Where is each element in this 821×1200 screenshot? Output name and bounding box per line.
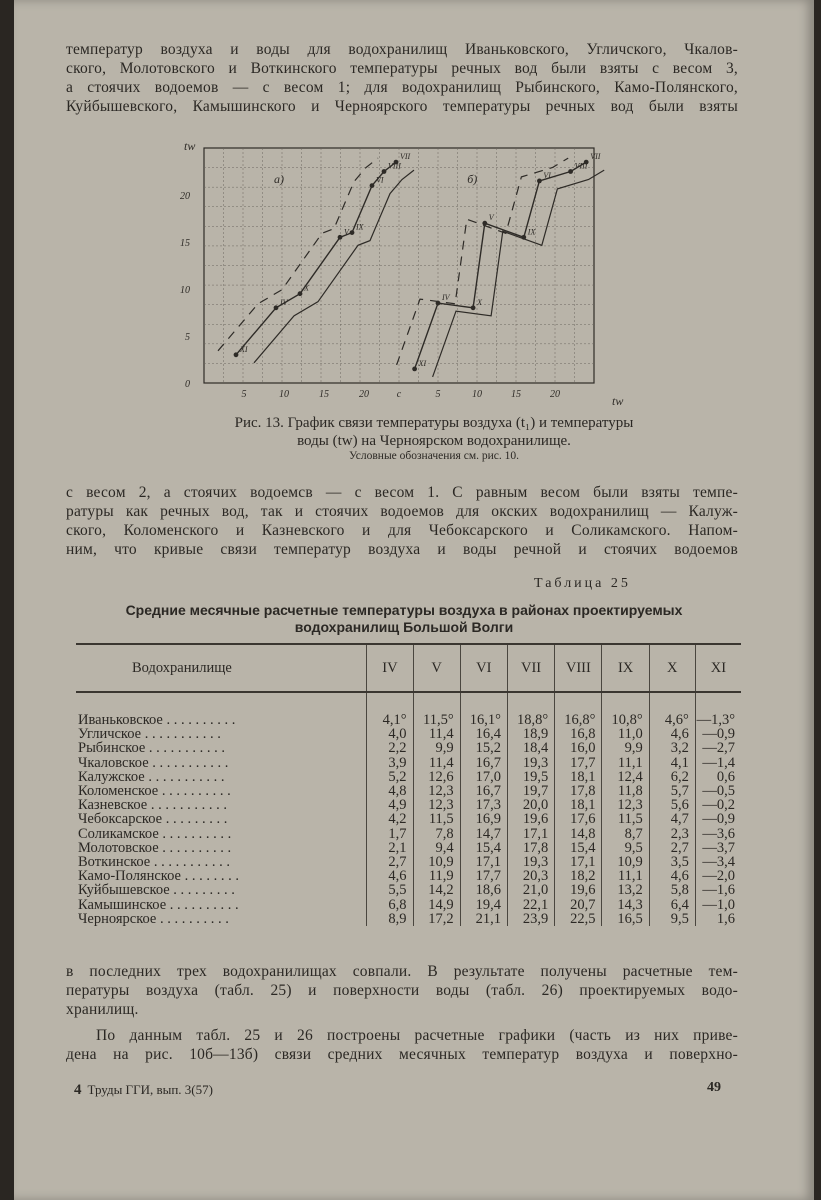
- publication-title: Труды ГГИ, вып. 3(57): [87, 1082, 213, 1097]
- panel-b-point-label-XI: XI: [418, 358, 427, 368]
- temperature-cell: 4,1: [649, 756, 695, 770]
- chart-curves: [218, 158, 604, 377]
- panel-a-x-tick-label: 20: [359, 389, 369, 400]
- y-tick-label: 10: [180, 285, 190, 296]
- table-row: [76, 770, 741, 784]
- spacer-cell: [413, 692, 460, 713]
- temperature-cell: —2,0: [695, 869, 741, 883]
- paragraph-mid: [66, 483, 738, 559]
- text-line: ратуры как речных вод, так и стоячих водоемов для окских водохранилищ — Калуж-: [66, 503, 738, 520]
- text-line: ского, Молотовского и Воткинского температуры речных вод были взяты с весом 3,: [66, 60, 738, 77]
- table-row: [76, 898, 741, 912]
- temperature-cell: 12,4: [602, 770, 649, 784]
- table-title-line1: Средние месячные расчетные температуры воздуха в районах проектируемых: [125, 602, 683, 618]
- text-line: ского, Коломенского и Казневского и для Чебоксарского и Соликамского. Напом-: [66, 522, 738, 539]
- table-title-line2: водохранилищ Большой Волги: [294, 619, 514, 635]
- temperature-cell: 4,6°: [649, 713, 695, 727]
- text-line: дена на рис. 10б—13б) связи средних месячных температур воздуха и поверхно-: [66, 1046, 738, 1063]
- panel-b-x-tick-label: 10: [472, 389, 482, 400]
- temperature-cell: 17,0: [460, 770, 507, 784]
- panel-a-point-label-VII: VII: [400, 152, 411, 162]
- temperature-cell: 5,7: [649, 784, 695, 798]
- panel-a-point-VIII: [382, 169, 387, 174]
- temperature-cell: 19,6: [507, 812, 554, 826]
- text-line: а стоячих водоемов — с весом 1; для водохранилищ Рыбинского, Камо-Полянского,: [66, 79, 738, 96]
- text-line: хранилищ.: [66, 1001, 139, 1018]
- y-tick-label: 20: [180, 191, 190, 202]
- spacer-cell: [76, 692, 367, 713]
- temperature-cell: 16,9: [460, 812, 507, 826]
- temperature-cell: 4,9: [367, 798, 413, 812]
- temperature-cell: 11,5°: [413, 713, 460, 727]
- header-month-XI: XI: [695, 644, 741, 692]
- temperature-cell: 11,5: [602, 812, 649, 826]
- temperature-cell: —3,6: [695, 827, 741, 841]
- text-line: Куйбышевского, Камышинского и Черноярского температуры речных вод были взяты: [66, 98, 738, 115]
- temperature-cell: 5,2: [367, 770, 413, 784]
- temperature-cell: 19,7: [507, 784, 554, 798]
- temperature-cell: 2,1: [367, 841, 413, 855]
- temperature-cell: 9,5: [649, 912, 695, 926]
- footer-publication: [74, 1082, 213, 1099]
- temperature-cell: 14,2: [413, 883, 460, 897]
- temperature-cell: 15,2: [460, 741, 507, 755]
- panel-a-label: a): [274, 172, 284, 186]
- text-line: температур воздуха и воды для водохранилищ Иваньковского, Угличского, Чкалов-: [66, 41, 738, 58]
- temperature-cell: 15,4: [555, 841, 602, 855]
- temperature-cell: 16,0: [555, 741, 602, 755]
- temperature-cell: 2,2: [367, 741, 413, 755]
- panel-a-point-IX: [350, 230, 355, 235]
- temperature-cell: 20,0: [507, 798, 554, 812]
- temperature-cell: 8,9: [367, 912, 413, 926]
- temperature-cell: 19,6: [555, 883, 602, 897]
- panel-a-point-IV: [274, 305, 279, 310]
- panel-b-point-IV: [436, 301, 441, 306]
- temperature-cell: 19,5: [507, 770, 554, 784]
- temperature-cell: 17,3: [460, 798, 507, 812]
- panel-b-point-label-VIII: VIII: [574, 161, 588, 171]
- reservoir-name-cell: Молотовское . . . . . . . . . .: [78, 839, 232, 856]
- panel-b-x-tick-label: 15: [511, 389, 521, 400]
- temperature-cell: 12,3: [413, 798, 460, 812]
- reservoir-name-cell: Рыбинское . . . . . . . . . . .: [78, 740, 226, 757]
- temperature-cell: —3,7: [695, 841, 741, 855]
- panel-b-point-V: [482, 221, 487, 226]
- temperature-cell: 5,6: [649, 798, 695, 812]
- temperature-cell: 1,7: [367, 827, 413, 841]
- temperature-cell: 5,5: [367, 883, 413, 897]
- temperature-cell: 14,7: [460, 827, 507, 841]
- y-axis-label: tw: [184, 139, 196, 153]
- reservoir-name-cell: Соликамское . . . . . . . . . .: [78, 825, 232, 842]
- temperature-cell: 16,5: [602, 912, 649, 926]
- temperature-cell: 22,5: [555, 912, 602, 926]
- book-page: [14, 0, 814, 1200]
- panel-b-point-X: [471, 305, 476, 310]
- spacer-cell: [555, 692, 602, 713]
- header-month-VI: VI: [460, 644, 507, 692]
- x-axis-label: tw: [612, 394, 624, 408]
- table-row: [76, 756, 741, 770]
- panel-b-x-tick-label: 5: [435, 389, 441, 400]
- spacer-cell: [460, 692, 507, 713]
- panel-b-second-curve: [433, 170, 605, 377]
- table-label: Таблица 25: [534, 576, 631, 591]
- temperature-cell: 2,3: [649, 827, 695, 841]
- temperature-cell: 17,6: [555, 812, 602, 826]
- temperature-cell: —1,4: [695, 756, 741, 770]
- temperature-cell: 19,3: [507, 756, 554, 770]
- temperature-cell: 21,1: [460, 912, 507, 926]
- spacer-cell: [649, 692, 695, 713]
- text-line: с весом 2, а стоячих водоемсв — с весом 1. С равным весом были взяты темпе-: [66, 484, 738, 501]
- temperature-cell: —0,9: [695, 727, 741, 741]
- temperature-cell: 18,8°: [507, 713, 554, 727]
- panel-a-point-label-V: V: [344, 227, 349, 237]
- reservoir-name-cell: Чебоксарское . . . . . . . . .: [78, 811, 228, 828]
- temperature-cell: 4,6: [649, 727, 695, 741]
- temperature-cell: 22,1: [507, 898, 554, 912]
- reservoir-name-cell: Коломенское . . . . . . . . . .: [78, 783, 231, 800]
- panel-a-point-V: [338, 235, 343, 240]
- header-month-VII: VII: [507, 644, 554, 692]
- panel-a-point-label-IV: IV: [280, 297, 288, 307]
- temperature-cell: —1,6: [695, 883, 741, 897]
- temperature-cell: 20,3: [507, 869, 554, 883]
- panel-b-x-tick-label: c: [396, 389, 402, 400]
- temperature-cell: 19,4: [460, 898, 507, 912]
- temperature-cell: 17,8: [555, 784, 602, 798]
- spacer-cell: [507, 692, 554, 713]
- reservoir-name-cell: Казневское . . . . . . . . . . .: [78, 797, 227, 814]
- temperature-cell: 4,1°: [367, 713, 413, 727]
- header-month-IX: IX: [602, 644, 649, 692]
- text-line: пературы воздуха (табл. 25) и поверхности воды (табл. 26) проектируемых водо-: [66, 982, 738, 999]
- panel-b-point-label-VII: VII: [590, 152, 601, 162]
- temperature-cell: 23,9: [507, 912, 554, 926]
- temperature-cell: 3,2: [649, 741, 695, 755]
- temperature-cell: —3,4: [695, 855, 741, 869]
- table-row: [76, 883, 741, 897]
- header-month-IV: IV: [367, 644, 413, 692]
- temperature-cell: 7,8: [413, 827, 460, 841]
- temperature-cell: 11,0: [602, 727, 649, 741]
- temperature-cell: 17,2: [413, 912, 460, 926]
- panel-b-point-label-IX: IX: [527, 227, 536, 237]
- temperature-cell: 14,3: [602, 898, 649, 912]
- temperature-cell: 14,8: [555, 827, 602, 841]
- panel-b-point-label-X: X: [477, 297, 482, 307]
- temperature-cell: 3,5: [649, 855, 695, 869]
- y-tick-label: 5: [185, 332, 190, 343]
- temperature-cell: 16,4: [460, 727, 507, 741]
- temperature-cell: 4,8: [367, 784, 413, 798]
- temperature-cell: 18,9: [507, 727, 554, 741]
- panel-a-x-tick-label: 10: [279, 389, 289, 400]
- header-month-X: X: [649, 644, 695, 692]
- figure-note: Условные обозначения см. рис. 10.: [349, 450, 519, 462]
- reservoir-name-cell: Куйбышевское . . . . . . . . .: [78, 882, 235, 899]
- paragraph-last: [66, 1026, 738, 1064]
- temperature-cell: 16,7: [460, 784, 507, 798]
- temperature-cell: 10,9: [602, 855, 649, 869]
- temperature-cell: 14,9: [413, 898, 460, 912]
- temperature-cell: 10,8°: [602, 713, 649, 727]
- temperature-cell: 16,8: [555, 727, 602, 741]
- panel-b-point-label-VI: VI: [543, 170, 551, 180]
- temperature-cell: 11,5: [413, 812, 460, 826]
- temperature-cell: 16,7: [460, 756, 507, 770]
- temperature-cell: 12,3: [602, 798, 649, 812]
- reservoir-name-cell: Воткинское . . . . . . . . . . .: [78, 854, 230, 871]
- figure-caption-line1: Рис. 13. График связи температуры воздуха (t₁) и температуры: [234, 415, 634, 431]
- temperature-cell: —0,5: [695, 784, 741, 798]
- temperature-cell: 4,6: [649, 869, 695, 883]
- temperature-cell: 9,9: [602, 741, 649, 755]
- reservoir-name-cell: Черноярское . . . . . . . . . .: [78, 910, 229, 927]
- temperature-cell: 18,6: [460, 883, 507, 897]
- table-row: [76, 812, 741, 826]
- temperature-cell: 16,8°: [555, 713, 602, 727]
- temperature-cell: 6,4: [649, 898, 695, 912]
- temperature-cell: —1,3°: [695, 713, 741, 727]
- temperature-cell: 12,3: [413, 784, 460, 798]
- temperature-cell: 18,1: [555, 798, 602, 812]
- temperature-table: [76, 643, 741, 926]
- table-row: [76, 713, 741, 727]
- temperature-cell: 18,2: [555, 869, 602, 883]
- temperature-cell: 20,7: [555, 898, 602, 912]
- figure-caption-line2: воды (tw) на Черноярском водохранилище.: [297, 433, 571, 449]
- spacer-cell: [367, 692, 413, 713]
- temperature-cell: 19,3: [507, 855, 554, 869]
- y-tick-label: 15: [180, 238, 190, 249]
- temperature-cell: 5,8: [649, 883, 695, 897]
- temperature-cell: 17,1: [460, 855, 507, 869]
- chart-svg: [164, 130, 624, 420]
- y-tick-label: 0: [185, 379, 190, 390]
- temperature-cell: 8,7: [602, 827, 649, 841]
- panel-b-point-XI: [412, 367, 417, 372]
- temperature-cell: 4,0: [367, 727, 413, 741]
- temperature-cell: 11,1: [602, 756, 649, 770]
- paragraph-after-table: [66, 962, 738, 1019]
- temperature-cell: 1,6: [695, 912, 741, 926]
- temperature-cell: 11,9: [413, 869, 460, 883]
- panel-b-point-label-IV: IV: [442, 293, 450, 303]
- temperature-cell: 12,6: [413, 770, 460, 784]
- sheet-number: 4: [74, 1082, 82, 1098]
- temperature-cell: —0,2: [695, 798, 741, 812]
- table-row: [76, 827, 741, 841]
- table-body: [76, 692, 741, 926]
- temperature-cell: 11,8: [602, 784, 649, 798]
- temperature-cell: 17,1: [555, 855, 602, 869]
- temperature-cell: —0,9: [695, 812, 741, 826]
- reservoir-name-cell: Камо-Полянское . . . . . . . .: [78, 868, 239, 885]
- table-row: [76, 912, 741, 926]
- text-line: По данным табл. 25 и 26 построены расчетные графики (часть из них приве-: [96, 1027, 738, 1044]
- table-row: [76, 841, 741, 855]
- temperature-cell: 4,7: [649, 812, 695, 826]
- temperature-cell: 21,0: [507, 883, 554, 897]
- text-line: ним, что кривые связи температур воздуха и воды речной и стоячих водоемов: [66, 541, 738, 558]
- temperature-cell: 2,7: [367, 855, 413, 869]
- paragraph-top: [66, 40, 738, 116]
- header-month-VIII: VIII: [555, 644, 602, 692]
- header-month-V: V: [413, 644, 460, 692]
- table-title: [94, 602, 714, 636]
- page-number: 49: [707, 1080, 721, 1095]
- panel-a-second-curve: [254, 170, 414, 363]
- reservoir-name-cell: Камышинское . . . . . . . . . .: [78, 896, 239, 913]
- temperature-cell: 17,7: [460, 869, 507, 883]
- text-line: в последних трех водохранилищах совпали. В результате получены расчетные тем-: [66, 963, 738, 980]
- panel-b-point-VIII: [568, 169, 573, 174]
- panel-b-label: б): [467, 172, 478, 186]
- reservoir-name-cell: Калужское . . . . . . . . . . .: [78, 768, 225, 785]
- spacer-cell: [602, 692, 649, 713]
- spacer-cell: [695, 692, 741, 713]
- temperature-cell: 17,1: [507, 827, 554, 841]
- temperature-cell: 0,6: [695, 770, 741, 784]
- reservoir-name-cell: Чкаловское . . . . . . . . . . .: [78, 754, 229, 771]
- panel-b-point-VI: [537, 179, 542, 184]
- figure-13-chart: [164, 130, 624, 420]
- panel-a-point-label-IX: IX: [356, 222, 364, 232]
- panel-b-point-IX: [521, 235, 526, 240]
- panel-a-solid-curve: [236, 162, 396, 355]
- temperature-cell: 4,6: [367, 869, 413, 883]
- temperature-cell: 11,4: [413, 756, 460, 770]
- temperature-cell: —2,7: [695, 741, 741, 755]
- temperature-cell: 18,1: [555, 770, 602, 784]
- temperature-cell: 4,2: [367, 812, 413, 826]
- temperature-cell: 6,2: [649, 770, 695, 784]
- temperature-cell: —1,0: [695, 898, 741, 912]
- panel-a-point-XI: [234, 352, 239, 357]
- panel-b-dashed-curve: [397, 158, 569, 365]
- temperature-cell: 2,7: [649, 841, 695, 855]
- temperature-cell: 6,8: [367, 898, 413, 912]
- temperature-cell: 11,1: [602, 869, 649, 883]
- panel-a-point-label-XI: XI: [240, 344, 248, 354]
- temperature-cell: 15,4: [460, 841, 507, 855]
- reservoir-name-cell: Иваньковское . . . . . . . . . .: [78, 712, 236, 728]
- table-row: [76, 741, 741, 755]
- temperature-cell: 10,9: [413, 855, 460, 869]
- table-spacer-row: [76, 692, 741, 713]
- temperature-cell: 16,1°: [460, 713, 507, 727]
- panel-b-point-label-V: V: [488, 213, 494, 223]
- temperature-cell: 17,7: [555, 756, 602, 770]
- reservoir-name-cell: Угличское . . . . . . . . . . .: [78, 726, 221, 743]
- temperature-cell: 17,8: [507, 841, 554, 855]
- table-row: [76, 855, 741, 869]
- panel-a-point-VI: [370, 183, 375, 188]
- temperature-cell: 13,2: [602, 883, 649, 897]
- panel-a-x-tick-label: 5: [241, 389, 247, 400]
- table-row: [76, 727, 741, 741]
- temperature-cell: 9,5: [602, 841, 649, 855]
- table-row: [76, 869, 741, 883]
- table-row: [76, 784, 741, 798]
- temperature-cell: 11,4: [413, 727, 460, 741]
- table-header-row: [76, 644, 741, 692]
- temperature-cell: 9,4: [413, 841, 460, 855]
- panel-a-point-label-VI: VI: [376, 175, 384, 185]
- temperature-cell: 3,9: [367, 756, 413, 770]
- header-reservoir: Водохранилище: [76, 644, 367, 692]
- panel-a-point-label-VIII: VIII: [388, 161, 401, 171]
- temperature-cell: 18,4: [507, 741, 554, 755]
- temperature-cell: 9,9: [413, 741, 460, 755]
- panel-b-x-tick-label: 20: [550, 389, 560, 400]
- panel-a-point-label-X: X: [304, 283, 309, 293]
- table-row: [76, 798, 741, 812]
- panel-a-x-tick-label: 15: [319, 389, 329, 400]
- panel-a-point-X: [298, 291, 303, 296]
